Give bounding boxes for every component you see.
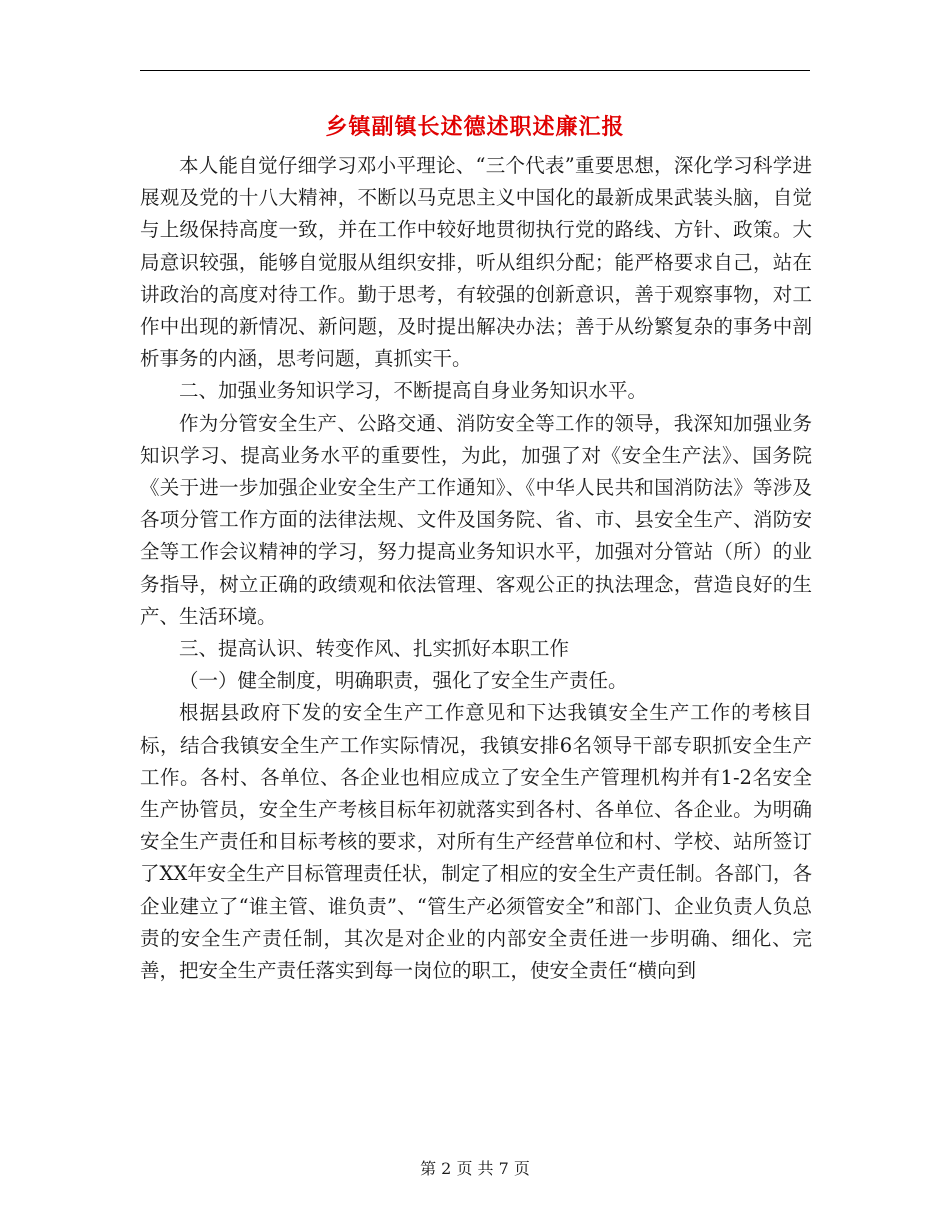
header-rule (140, 70, 810, 71)
section-heading-3: 三、提高认识、转变作风、扎实抓好本职工作 (179, 637, 570, 661)
paragraph-intro: 本人能自觉仔细学习邓小平理论、“三个代表”重要思想，深化学习科学进展观及党的十八大精神，不断以马克思主义中国化的最新成果武装头脑，自觉与上级保持高度一致，并在工作中较好地贯彻执行党的路线、方针、政策。大局意识较强，能够自觉服从组织安排，听从组织分配；能严格要求自己，站在讲政治的高度对待工作。勤于思考，有较强的创新意识，善于观察事物，对工作中出现的新情况、新问题，及时提出解决办法；善于从纷繁复杂的事务中剖析事务的内涵，思考问题，真抓实干。 (140, 154, 812, 371)
document-body (140, 150, 812, 987)
paragraph-business-study: 作为分管安全生产、公路交通、消防安全等工作的领导，我深知加强业务知识学习、提高业务水平的重要性，为此，加强了对《安全生产法》、国务院《关于进一步加强企业安全生产工作通知》、《中华人民共和国消防法》等涉及各项分管工作方面的法律法规、文件及国务院、省、市、县安全生产、消防安全等工作会议精神的学习，努力提高业务知识水平，加强对分管站（所）的业务指导，树立正确的政绩观和依法管理、客观公正的执法理念，营造良好的生产、生活环境。 (140, 411, 812, 628)
section-heading-2: 二、加强业务知识学习，不断提高自身业务知识水平。 (179, 379, 648, 403)
subsection-heading-1: （一）健全制度，明确职责，强化了安全生产责任。 (179, 669, 628, 693)
page-number: 第 2 页 共 7 页 (420, 1159, 530, 1178)
paragraph-responsibility: 根据县政府下发的安全生产工作意见和下达我镇安全生产工作的考核目标，结合我镇安全生产工作实际情况，我镇安排6名领导干部专职抓安全生产工作。各村、各单位、各企业也相应成立了安全生产管理机构并有1-2名安全生产协管员，安全生产考核目标年初就落实到各村、各单位、各企业。为明确安全生产责任和目标考核的要求，对所有生产经营单位和村、学校、站所签订了XX年安全生产目标管理责任状，制定了相应的安全生产责任制。各部门，各企业建立了“谁主管、谁负责”、“管生产必须管安全”和部门、企业负责人负总责的安全生产责任制，其次是对企业的内部安全责任进一步明确、细化、完善，把安全生产责任落实到每一岗位的职工，使安全责任“横向到 (140, 701, 812, 983)
document-title: 乡镇副镇长述德述职述廉汇报 (325, 114, 625, 140)
